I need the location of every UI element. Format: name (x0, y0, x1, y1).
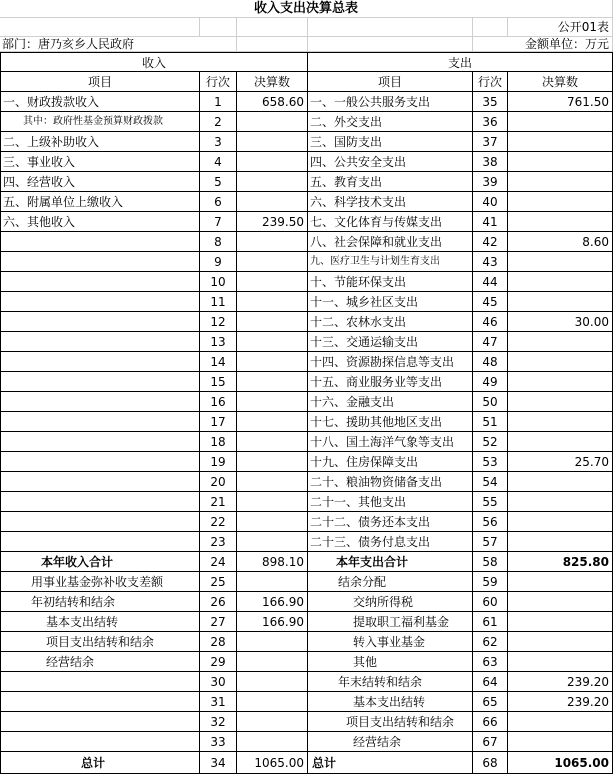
income-amount-cell (237, 172, 308, 192)
expense-item-cell: 八、社会保障和就业支出 (308, 232, 473, 252)
expense-item-cell: 二十、粮油物资储备支出 (308, 472, 473, 492)
expense-amount-cell (508, 432, 613, 452)
expense-amount-cell (508, 132, 613, 152)
expense-item-cell: 五、教育支出 (308, 172, 473, 192)
income-amount-cell (237, 372, 308, 392)
income-amount-cell: 166.90 (237, 592, 308, 612)
expense-row-no-cell: 55 (473, 492, 508, 512)
expense-item-cell: 一、一般公共服务支出 (308, 92, 473, 112)
expense-row-no-cell: 63 (473, 652, 508, 672)
income-row-no-cell: 34 (200, 752, 237, 774)
income-amount-cell (237, 112, 308, 132)
income-row-no-cell: 25 (200, 572, 237, 592)
expense-row-no-cell: 59 (473, 572, 508, 592)
income-amount-cell: 166.90 (237, 612, 308, 632)
income-amount-cell (237, 132, 308, 152)
expense-item-cell: 十四、资源勘探信息等支出 (308, 352, 473, 372)
income-item-cell (0, 332, 200, 352)
expense-item-cell: 其他 (308, 652, 473, 672)
income-amount-cell (237, 312, 308, 332)
expense-row-no-cell: 60 (473, 592, 508, 612)
income-amount-cell: 239.50 (237, 212, 308, 232)
income-item-cell: 五、附属单位上缴收入 (0, 192, 200, 212)
income-row-no-cell: 15 (200, 372, 237, 392)
expense-row-no-cell: 49 (473, 372, 508, 392)
income-row-no-cell: 21 (200, 492, 237, 512)
expense-item-cell: 十二、农林水支出 (308, 312, 473, 332)
income-row-no-cell: 32 (200, 712, 237, 732)
income-amount-cell: 658.60 (237, 92, 308, 112)
income-item-cell: 项目支出结转和结余 (0, 632, 200, 652)
expense-amount-cell (508, 632, 613, 652)
income-item-cell (0, 672, 200, 692)
income-row-no-cell: 3 (200, 132, 237, 152)
grid-cell (308, 37, 473, 52)
expense-row-no-cell: 35 (473, 92, 508, 112)
income-amount-cell (237, 432, 308, 452)
income-amount-cell (237, 352, 308, 372)
expense-row-no-cell: 57 (473, 532, 508, 552)
expense-item-cell: 经营结余 (308, 732, 473, 752)
expense-item-cell: 基本支出结转 (308, 692, 473, 712)
expense-item-cell: 年末结转和结余 (308, 672, 473, 692)
income-amount-cell (237, 492, 308, 512)
income-amount-cell (237, 192, 308, 212)
income-item-cell (0, 732, 200, 752)
income-item-cell (0, 472, 200, 492)
income-item-cell: 四、经营收入 (0, 172, 200, 192)
income-item-cell (0, 512, 200, 532)
income-row-no-cell: 5 (200, 172, 237, 192)
expense-item-cell: 四、公共安全支出 (308, 152, 473, 172)
expense-amount-cell (508, 532, 613, 552)
expense-row-no-cell: 47 (473, 332, 508, 352)
expense-row-no-cell: 50 (473, 392, 508, 412)
expense-row-no-header: 行次 (473, 72, 508, 92)
income-item-cell (0, 712, 200, 732)
expense-amount-cell (508, 332, 613, 352)
income-item-cell (0, 692, 200, 712)
income-amount-cell (237, 652, 308, 672)
expense-amount-cell (508, 272, 613, 292)
income-section-header: 收入 (0, 52, 308, 72)
expense-amount-cell (508, 112, 613, 132)
expense-item-cell: 十九、住房保障支出 (308, 452, 473, 472)
expense-row-no-cell: 54 (473, 472, 508, 492)
expense-amount-cell (508, 352, 613, 372)
income-row-no-cell: 4 (200, 152, 237, 172)
expense-item-header: 项目 (308, 72, 473, 92)
income-item-cell: 经营结余 (0, 652, 200, 672)
expense-item-cell: 十六、金融支出 (308, 392, 473, 412)
expense-item-cell: 结余分配 (308, 572, 473, 592)
income-row-no-cell: 6 (200, 192, 237, 212)
income-item-cell (0, 352, 200, 372)
expense-row-no-cell: 43 (473, 252, 508, 272)
income-row-no-cell: 26 (200, 592, 237, 612)
expense-item-cell: 十八、国土海洋气象等支出 (308, 432, 473, 452)
income-item-cell: 总计 (0, 752, 200, 774)
income-row-no-cell: 24 (200, 552, 237, 572)
expense-amount-cell (508, 252, 613, 272)
form-code: 公开01表 (508, 18, 613, 37)
expense-row-no-cell: 66 (473, 712, 508, 732)
income-row-no-cell: 2 (200, 112, 237, 132)
grid-cell (200, 18, 237, 37)
income-item-cell (0, 412, 200, 432)
expense-row-no-cell: 68 (473, 752, 508, 774)
income-amount-cell: 1065.00 (237, 752, 308, 774)
expense-row-no-cell: 39 (473, 172, 508, 192)
expense-item-cell: 九、医疗卫生与计划生育支出 (308, 252, 473, 272)
income-row-no-cell: 9 (200, 252, 237, 272)
expense-amount-cell (508, 732, 613, 752)
expense-row-no-cell: 62 (473, 632, 508, 652)
income-row-no-cell: 31 (200, 692, 237, 712)
income-row-no-cell: 28 (200, 632, 237, 652)
income-item-cell (0, 272, 200, 292)
income-item-cell: 其中：政府性基金预算财政拨款 (0, 112, 200, 132)
income-row-no-cell: 23 (200, 532, 237, 552)
income-item-header: 项目 (0, 72, 200, 92)
expense-amount-cell: 8.60 (508, 232, 613, 252)
expense-amount-cell: 239.20 (508, 692, 613, 712)
income-row-no-cell: 10 (200, 272, 237, 292)
income-row-no-cell: 29 (200, 652, 237, 672)
income-item-cell: 基本支出结转 (0, 612, 200, 632)
income-item-cell (0, 252, 200, 272)
income-item-cell (0, 492, 200, 512)
expense-amount-cell (508, 172, 613, 192)
income-amount-cell: 898.10 (237, 552, 308, 572)
expense-row-no-cell: 46 (473, 312, 508, 332)
expense-amount-cell: 30.00 (508, 312, 613, 332)
income-row-no-cell: 12 (200, 312, 237, 332)
expense-amount-cell (508, 372, 613, 392)
expense-item-cell: 十三、交通运输支出 (308, 332, 473, 352)
expense-row-no-cell: 56 (473, 512, 508, 532)
income-amount-cell (237, 232, 308, 252)
expense-row-no-cell: 36 (473, 112, 508, 132)
income-amount-cell (237, 712, 308, 732)
income-item-cell: 二、上级补助收入 (0, 132, 200, 152)
expense-item-cell: 项目支出结转和结余 (308, 712, 473, 732)
income-row-no-cell: 33 (200, 732, 237, 752)
expense-row-no-cell: 42 (473, 232, 508, 252)
expense-amount-cell (508, 592, 613, 612)
income-amount-cell (237, 272, 308, 292)
expense-row-no-cell: 38 (473, 152, 508, 172)
expense-amount-header: 决算数 (508, 72, 613, 92)
income-row-no-cell: 19 (200, 452, 237, 472)
expense-amount-cell: 25.70 (508, 452, 613, 472)
expense-row-no-cell: 53 (473, 452, 508, 472)
expense-section-header: 支出 (308, 52, 613, 72)
expense-amount-cell (508, 492, 613, 512)
income-amount-cell (237, 332, 308, 352)
expense-item-cell: 二十二、债务还本支出 (308, 512, 473, 532)
expense-row-no-cell: 48 (473, 352, 508, 372)
income-row-no-cell: 20 (200, 472, 237, 492)
expense-row-no-cell: 67 (473, 732, 508, 752)
income-row-no-cell: 8 (200, 232, 237, 252)
unit-label: 金额单位：万元 (473, 37, 613, 52)
income-item-cell (0, 232, 200, 252)
department-label: 部门：唐乃亥乡人民政府 (0, 37, 237, 52)
grid-cell (237, 18, 308, 37)
income-row-no-cell: 13 (200, 332, 237, 352)
grid-cell (308, 18, 473, 37)
expense-row-no-cell: 41 (473, 212, 508, 232)
expense-row-no-cell: 51 (473, 412, 508, 432)
expense-row-no-cell: 40 (473, 192, 508, 212)
income-amount-cell (237, 392, 308, 412)
income-item-cell (0, 392, 200, 412)
income-amount-cell (237, 532, 308, 552)
expense-row-no-cell: 44 (473, 272, 508, 292)
income-amount-cell (237, 412, 308, 432)
income-amount-cell (237, 732, 308, 752)
income-row-no-cell: 17 (200, 412, 237, 432)
expense-item-cell: 交纳所得税 (308, 592, 473, 612)
income-amount-cell (237, 452, 308, 472)
expense-amount-cell (508, 152, 613, 172)
income-amount-cell (237, 292, 308, 312)
income-amount-cell (237, 692, 308, 712)
income-item-cell (0, 292, 200, 312)
expense-amount-cell (508, 212, 613, 232)
expense-row-no-cell: 45 (473, 292, 508, 312)
income-row-no-cell: 11 (200, 292, 237, 312)
expense-amount-cell (508, 392, 613, 412)
income-amount-cell (237, 512, 308, 532)
expense-item-cell: 十七、援助其他地区支出 (308, 412, 473, 432)
expense-amount-cell (508, 652, 613, 672)
income-item-cell (0, 532, 200, 552)
expense-item-cell: 七、文化体育与传媒支出 (308, 212, 473, 232)
expense-item-cell: 十一、城乡社区支出 (308, 292, 473, 312)
expense-amount-cell: 239.20 (508, 672, 613, 692)
expense-row-no-cell: 61 (473, 612, 508, 632)
report-title: 收入支出决算总表 (0, 0, 613, 18)
expense-item-cell: 提取职工福利基金 (308, 612, 473, 632)
income-amount-cell (237, 152, 308, 172)
expense-amount-cell (508, 612, 613, 632)
income-row-no-cell: 18 (200, 432, 237, 452)
grid-cell (237, 37, 308, 52)
income-amount-cell (237, 632, 308, 652)
expense-item-cell: 总计 (308, 752, 473, 774)
income-row-no-cell: 16 (200, 392, 237, 412)
expense-item-cell: 二十三、债务付息支出 (308, 532, 473, 552)
income-row-no-header: 行次 (200, 72, 237, 92)
expense-item-cell: 转入事业基金 (308, 632, 473, 652)
income-item-cell: 一、财政拨款收入 (0, 92, 200, 112)
expense-amount-cell: 825.80 (508, 552, 613, 572)
income-row-no-cell: 1 (200, 92, 237, 112)
expense-amount-cell (508, 572, 613, 592)
income-item-cell: 三、事业收入 (0, 152, 200, 172)
income-item-cell: 用事业基金弥补收支差额 (0, 572, 200, 592)
income-row-no-cell: 22 (200, 512, 237, 532)
expense-item-cell: 二、外交支出 (308, 112, 473, 132)
income-item-cell (0, 372, 200, 392)
expense-row-no-cell: 65 (473, 692, 508, 712)
grid-cell (0, 18, 200, 37)
income-row-no-cell: 7 (200, 212, 237, 232)
expense-item-cell: 十五、商业服务业等支出 (308, 372, 473, 392)
expense-row-no-cell: 58 (473, 552, 508, 572)
income-item-cell (0, 452, 200, 472)
income-item-cell (0, 432, 200, 452)
expense-amount-cell (508, 472, 613, 492)
expense-row-no-cell: 64 (473, 672, 508, 692)
expense-amount-cell (508, 192, 613, 212)
income-row-no-cell: 30 (200, 672, 237, 692)
income-amount-cell (237, 472, 308, 492)
income-item-cell: 年初结转和结余 (0, 592, 200, 612)
income-amount-cell (237, 572, 308, 592)
income-amount-cell (237, 672, 308, 692)
expense-amount-cell (508, 292, 613, 312)
expense-amount-cell: 1065.00 (508, 752, 613, 774)
expense-item-cell: 本年支出合计 (308, 552, 473, 572)
expense-row-no-cell: 52 (473, 432, 508, 452)
expense-item-cell: 三、国防支出 (308, 132, 473, 152)
income-row-no-cell: 14 (200, 352, 237, 372)
grid-cell (473, 18, 508, 37)
income-amount-cell (237, 252, 308, 272)
income-item-cell: 六、其他收入 (0, 212, 200, 232)
expense-item-cell: 十、节能环保支出 (308, 272, 473, 292)
expense-amount-cell: 761.50 (508, 92, 613, 112)
expense-amount-cell (508, 712, 613, 732)
expense-item-cell: 六、科学技术支出 (308, 192, 473, 212)
income-item-cell: 本年收入合计 (0, 552, 200, 572)
expense-item-cell: 二十一、其他支出 (308, 492, 473, 512)
income-row-no-cell: 27 (200, 612, 237, 632)
expense-row-no-cell: 37 (473, 132, 508, 152)
income-item-cell (0, 312, 200, 332)
expense-amount-cell (508, 412, 613, 432)
expense-amount-cell (508, 512, 613, 532)
income-amount-header: 决算数 (237, 72, 308, 92)
